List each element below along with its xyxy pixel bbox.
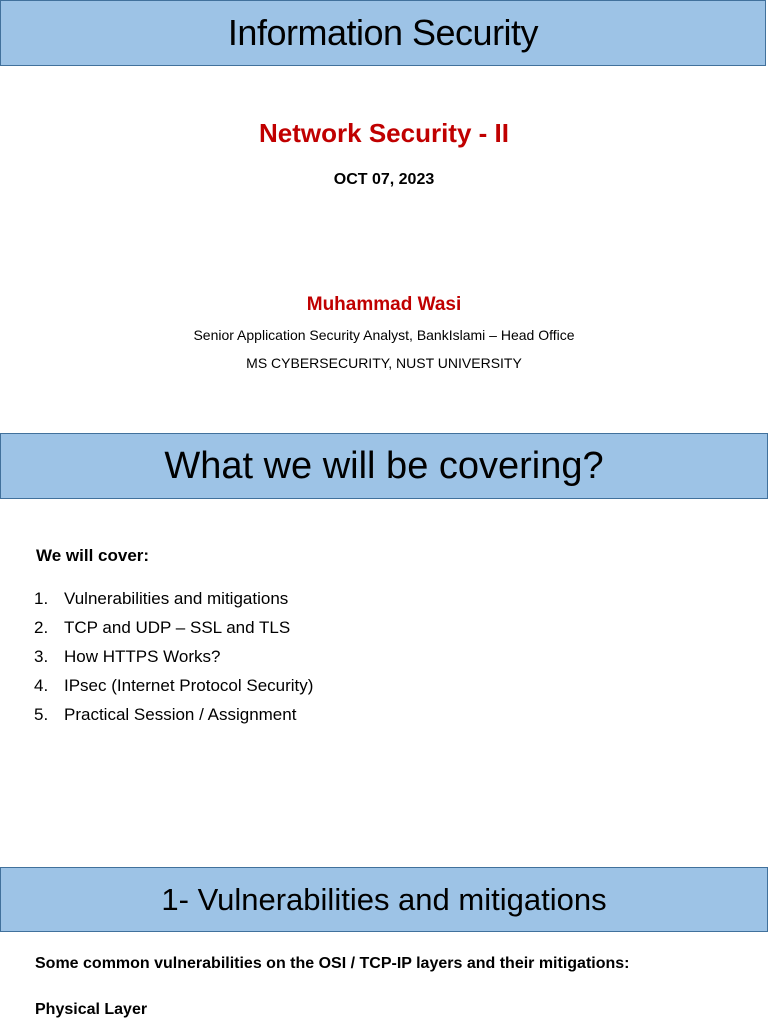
cover-heading: We will cover: [36,546,150,565]
agenda-item-number: 4. [34,675,49,695]
agenda-item [34,642,313,671]
agenda-list [34,584,313,729]
slide-title: What we will be covering? [164,444,604,487]
agenda-item-number: 5. [34,704,49,724]
agenda-item-number: 1. [34,588,49,608]
slide-title: 1- Vulnerabilities and mitigations [161,881,607,917]
agenda-item-text: How HTTPS Works? [64,646,221,666]
agenda-item-text: IPsec (Internet Protocol Security) [64,675,314,695]
agenda-item [34,613,313,642]
slide-title-banner [0,867,768,932]
section-intro: Some common vulnerabilities on the OSI / TCP-IP layers and their mitigations: [35,955,630,972]
slide-title: Information Security [227,12,539,53]
presenter-education: MS CYBERSECURITY, NUST UNIVERSITY [246,355,522,371]
agenda-item [34,584,313,613]
agenda-item-number: 2. [34,617,49,637]
slide-title-banner [0,0,766,66]
deck-subtitle: Network Security - II [259,118,509,148]
slide-title-banner [0,433,768,499]
agenda-item [34,671,313,700]
agenda-item-text: Practical Session / Assignment [64,704,297,724]
agenda-item-text: Vulnerabilities and mitigations [64,588,289,608]
presenter-name: Muhammad Wasi [306,294,462,315]
deck-date: OCT 07, 2023 [333,171,435,188]
agenda-item-number: 3. [34,646,49,666]
section-heading-physical-layer: Physical Layer [35,1001,148,1018]
agenda-item-text: TCP and UDP – SSL and TLS [64,617,291,637]
agenda-item [34,700,313,729]
presenter-role: Senior Application Security Analyst, BankIslami – Head Office [193,327,575,343]
